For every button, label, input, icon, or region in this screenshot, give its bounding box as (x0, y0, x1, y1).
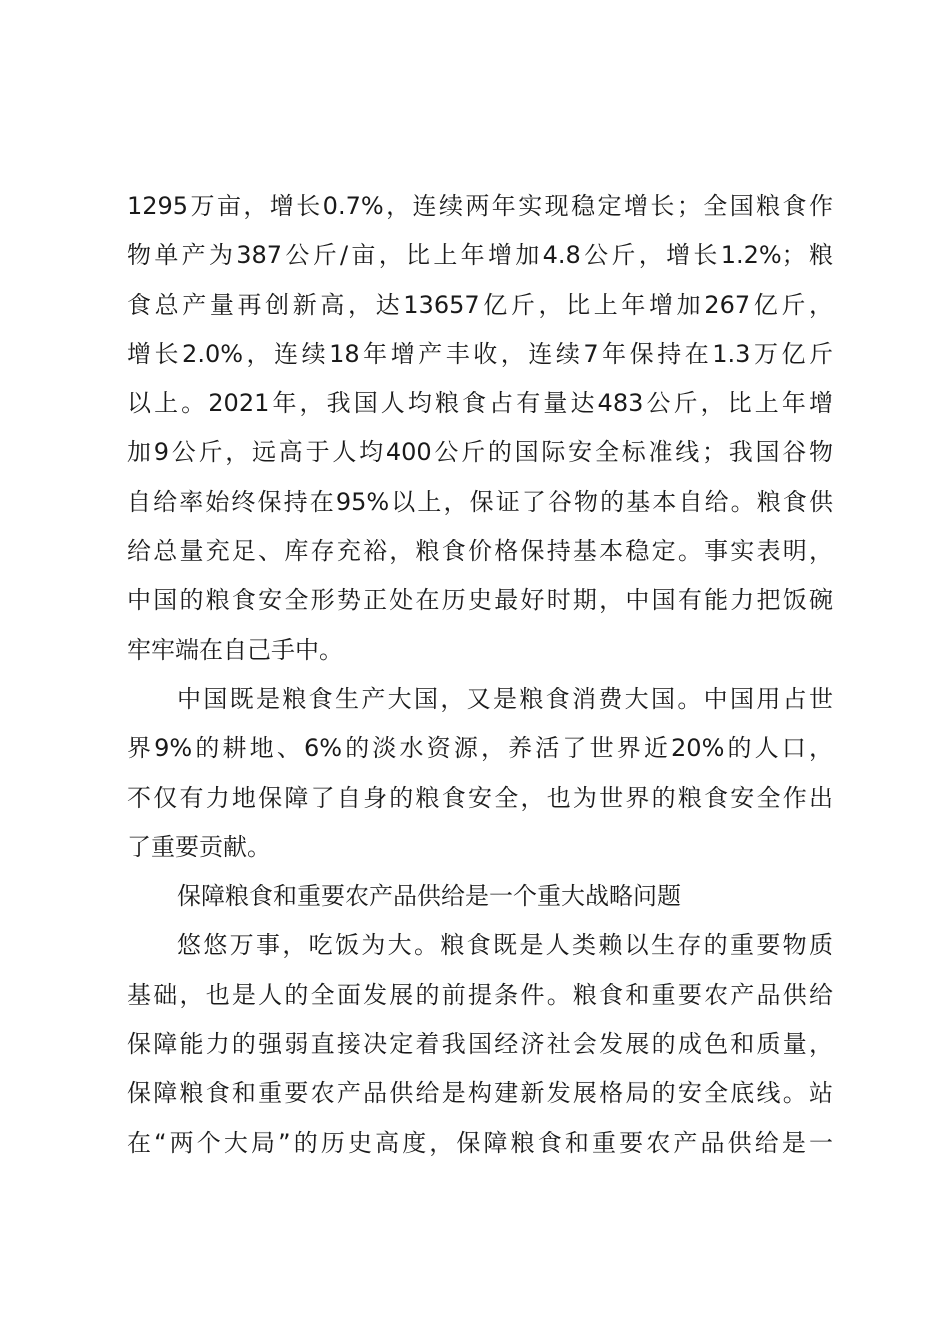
text-line: 给总量充足、库存充裕，粮食价格保持基本稳定。事实表明， (127, 537, 833, 566)
text-line: 在“两个大局”的历史高度，保障粮食和重要农产品供给是一 (127, 1128, 833, 1157)
text-line: 物单产为387公斤/亩，比上年增加4.8公斤，增长1.2%；粮 (127, 241, 833, 270)
section-heading: 保障粮食和重要农产品供给是一个重大战略问题 (177, 882, 681, 911)
text-line: 增长2.0%，连续18年增产丰收，连续7年保持在1.3万亿斤 (127, 339, 833, 368)
paragraph-first-line: 悠悠万事，吃饭为大。粮食既是人类赖以生存的重要物质 (177, 931, 833, 960)
text-line: 牢牢端在自己手中。 (127, 635, 343, 664)
paragraph-first-line: 中国既是粮食生产大国，又是粮食消费大国。中国用占世 (177, 684, 833, 713)
text-line: 界9%的耕地、6%的淡水资源，养活了世界近20%的人口， (127, 734, 833, 763)
text-line: 中国的粮食安全形势正处在历史最好时期，中国有能力把饭碗 (127, 586, 833, 615)
document-body (127, 182, 833, 1168)
text-line: 1295万亩，增长0.7%，连续两年实现稳定增长；全国粮食作 (127, 192, 833, 220)
text-line: 保障粮食和重要农产品供给是构建新发展格局的安全底线。站 (127, 1079, 833, 1108)
text-line: 不仅有力地保障了自身的粮食安全，也为世界的粮食安全作出 (127, 783, 833, 812)
text-line: 加9公斤，远高于人均400公斤的国际安全标准线；我国谷物 (127, 438, 833, 467)
text-line: 保障能力的强弱直接决定着我国经济社会发展的成色和质量， (127, 1030, 833, 1059)
text-line: 食总产量再创新高，达13657亿斤，比上年增加267亿斤， (127, 290, 833, 319)
text-line: 自给率始终保持在95%以上，保证了谷物的基本自给。粮食供 (127, 487, 833, 516)
text-line: 以上。2021年，我国人均粮食占有量达483公斤，比上年增 (127, 389, 833, 418)
text-line: 了重要贡献。 (127, 832, 271, 861)
text-line: 基础，也是人的全面发展的前提条件。粮食和重要农产品供给 (127, 980, 833, 1009)
